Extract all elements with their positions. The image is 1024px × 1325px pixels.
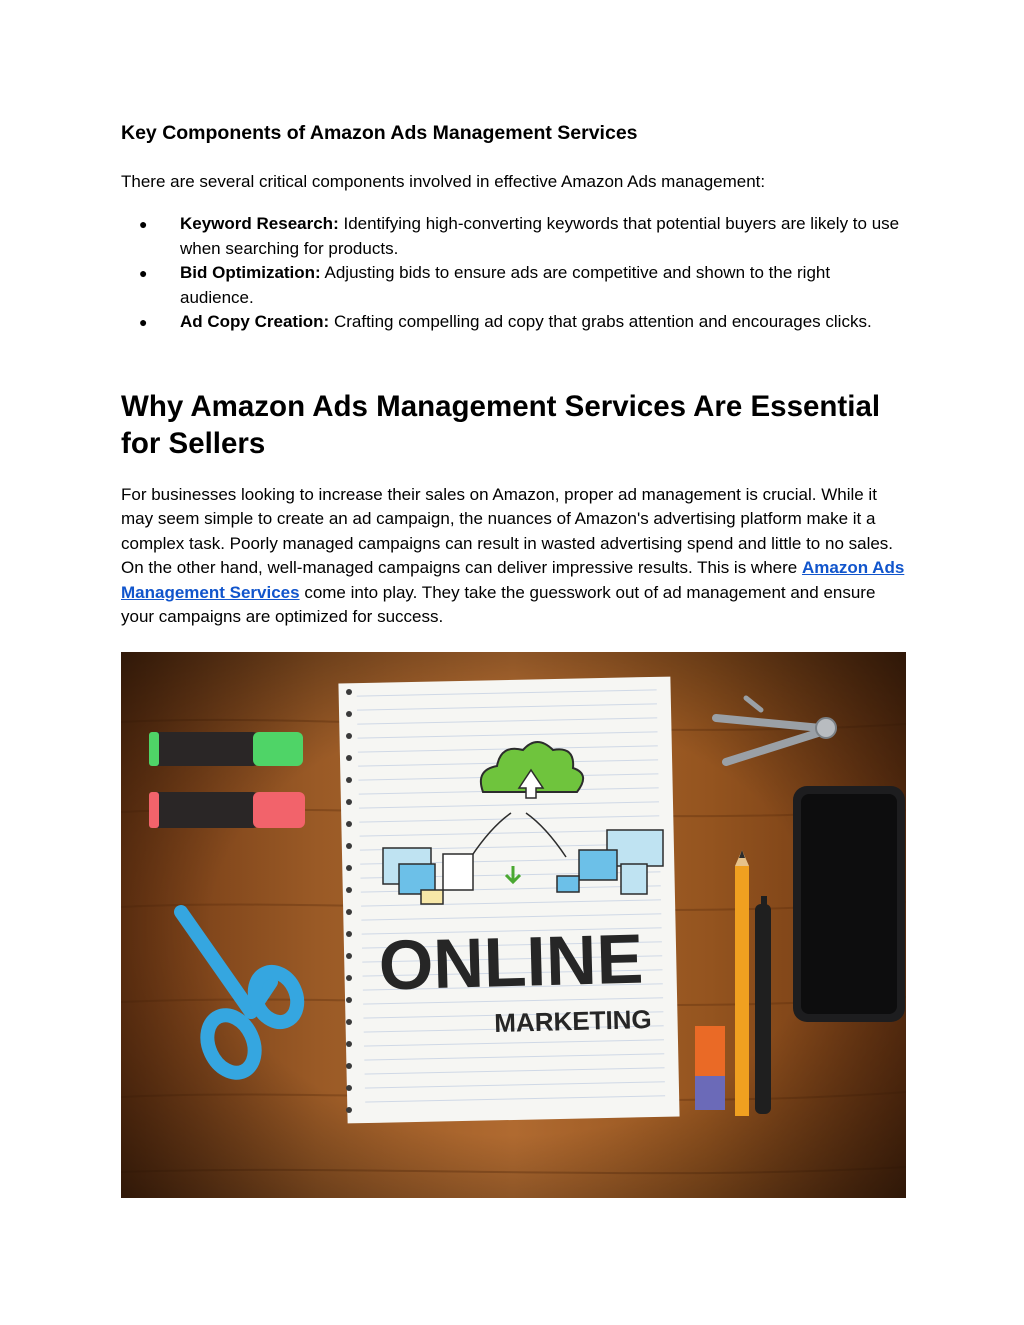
notebook-title: ONLINE: [377, 919, 645, 1005]
eraser: [695, 1026, 725, 1110]
paragraph-text: come into play. They take the guesswork out of ad management and ensure your campaigns are optimized for success.: [121, 582, 876, 627]
paragraph-text: For businesses looking to increase their sales on Amazon, proper ad management is crucial. While it may seem simple to create an ad campaign, the nuances of Amazon's advertising platform make it a complex task. Poorly managed campaigns can result in wasted advertising spend and little to no sales. On the other hand, well-managed campaigns can deliver impressive results. This is where: [121, 485, 894, 578]
article-heading: Why Amazon Ads Management Services Are Essential for Sellers: [121, 390, 881, 460]
list-item-text: Adjusting bids to ensure ads are competitive and shown to the right audience.: [180, 263, 831, 307]
list-item-term: Ad Copy Creation:: [180, 312, 330, 331]
amazon-ads-services-link[interactable]: Amazon Ads Management Services: [121, 558, 905, 602]
smartphone: [793, 786, 905, 1022]
article-paragraph: [121, 483, 907, 629]
list-item-text: Identifying high-converting keywords that potential buyers are likely to use when searching for products.: [180, 214, 900, 258]
list-item-term: Keyword Research:: [180, 214, 339, 233]
section-subheading: Key Components of Amazon Ads Management Services: [121, 122, 638, 144]
list-item-text: Crafting compelling ad copy that grabs attention and encourages clicks.: [333, 312, 872, 331]
bullet-icon: ●: [139, 314, 148, 330]
red-marker: [149, 792, 305, 828]
list-item: [121, 310, 907, 335]
list-item: [121, 212, 907, 261]
bullet-icon: ●: [139, 216, 148, 232]
bullet-icon: ●: [139, 265, 148, 281]
components-list: [121, 212, 907, 335]
list-item-term: Bid Optimization:: [180, 263, 321, 282]
online-marketing-photo: [121, 652, 906, 1198]
notebook-subtitle: MARKETING: [493, 1003, 653, 1039]
intro-paragraph: There are several critical components involved in effective Amazon Ads management:: [121, 172, 766, 191]
pen: [755, 896, 771, 1114]
spiral-notebook: [338, 677, 679, 1124]
green-marker: [149, 732, 303, 766]
pencil: [735, 850, 749, 1116]
list-item: [121, 261, 907, 310]
